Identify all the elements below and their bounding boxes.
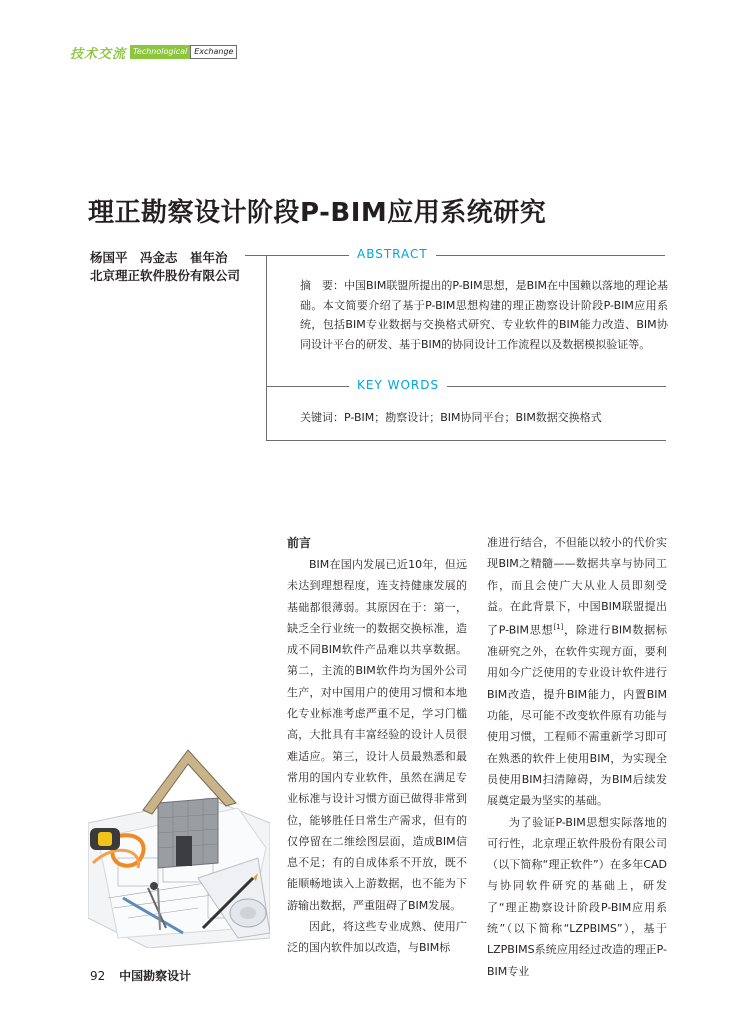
article-authors: 杨国平 冯金志 崔年治	[90, 250, 228, 265]
section-tag-en-1: Technological	[130, 45, 190, 59]
keywords-divider	[266, 386, 666, 387]
abstract-body	[300, 276, 668, 354]
body-column-1	[287, 532, 467, 959]
body-paragraph-2: 因此，将这些专业成熟、使用广泛的国内软件加以改造，与BIM标	[287, 920, 467, 955]
body-paragraph-2-cont-a: 准进行结合，不但能以较小的代价实现BIM之精髓——数据共享与协同工作，而且会使广大从业人员即刻受益。在此背景下，中国BIM联盟提出了P-BIM思想	[487, 536, 667, 637]
body-paragraph-3: 为了验证P-BIM思想实际落地的可行性，北京理正软件股份有限公司（以下简称“理正软件”）在多年CAD与协同软件研究的基础上，研发了“理正勘察设计阶段P-BIM应用系统”（以下简称“LZPBIMS”），基于LZPBIMS系统应用经过改造的理正P-BIM专业	[487, 815, 667, 978]
authors-divider	[245, 255, 345, 256]
section-heading-preface: 前言	[287, 536, 312, 550]
body-paragraph-1: BIM在国内发展已近10年，但远未达到理想程度，连支持健康发展的基础都很薄弱。其原因在于：第一，缺乏全行业统一的数据交换标准，造成不同BIM软件产品难以共享数据。第二，主流的BIM软件均为国外公司生产，对中国用户的使用习惯和本地化专业标准考虑严重不足，学习门槛高，大批具有丰富经验的设计人员很难适应。第三，设计人员最熟悉和最常用的国内专业软件，虽然在满足专业标准与设计习惯方面已做得非常到位，能够胜任日常生产需求，但有的仅停留在二维绘图层面，造成BIM信息不足；有的自成体系不开放，既不能顺畅地读入上游数据，也不能为下游输出数据，严重阻碍了BIM发展。	[287, 558, 467, 912]
abstract-heading: ABSTRACT	[349, 247, 436, 261]
page-footer	[90, 967, 191, 984]
journal-name: 中国勘察设计	[119, 969, 192, 983]
body-paragraph-2-continued	[487, 532, 667, 812]
section-tag-cn: 技术交流	[70, 46, 127, 62]
body-paragraph-2-cont-b: ，除进行BIM数据标准研究之外，在软件实现方面，要利用如今广泛使用的专业设计软件进行BIM改造，提升BIM能力，内置BIM功能，尽可能不改变软件原有功能与使用习惯，工程师不需重新学习即可在熟悉的软件上使用BIM，为实现全员使用BIM扫清障碍，为BIM后续发展奠定最为坚实的基础。	[487, 623, 668, 808]
house-blueprint-illustration	[88, 728, 270, 948]
keywords-bottom-rule	[266, 440, 666, 441]
section-tag-en-2: Exchange	[190, 45, 237, 59]
keywords-heading: KEY WORDS	[349, 378, 447, 392]
citation-ref-1: [1]	[553, 623, 564, 632]
keywords-label: 关键词：	[300, 411, 344, 424]
article-affiliation: 北京理正软件股份有限公司	[90, 268, 241, 283]
keywords-text: P-BIM；勘察设计；BIM协同平台；BIM数据交换格式	[344, 411, 602, 424]
abstract-left-rule	[266, 256, 267, 440]
article-title: 理正勘察设计阶段P-BIM应用系统研究	[88, 198, 547, 228]
abstract-text: 中国BIM联盟所提出的P-BIM思想，是BIM在中国赖以落地的理论基础。本文简要介绍了基于P-BIM思想构建的理正勘察设计阶段P-BIM应用系统，包括BIM专业数据与交换格式研究、专业软件的BIM能力改造、BIM协同设计平台的研发、基于BIM的协同设计工作流程以及数据模拟验证等。	[300, 279, 669, 351]
section-tag	[70, 44, 237, 60]
keywords-body	[300, 409, 602, 425]
body-column-2	[487, 532, 667, 982]
page-number: 92	[90, 969, 106, 983]
abstract-label: 摘 要：	[300, 279, 345, 292]
